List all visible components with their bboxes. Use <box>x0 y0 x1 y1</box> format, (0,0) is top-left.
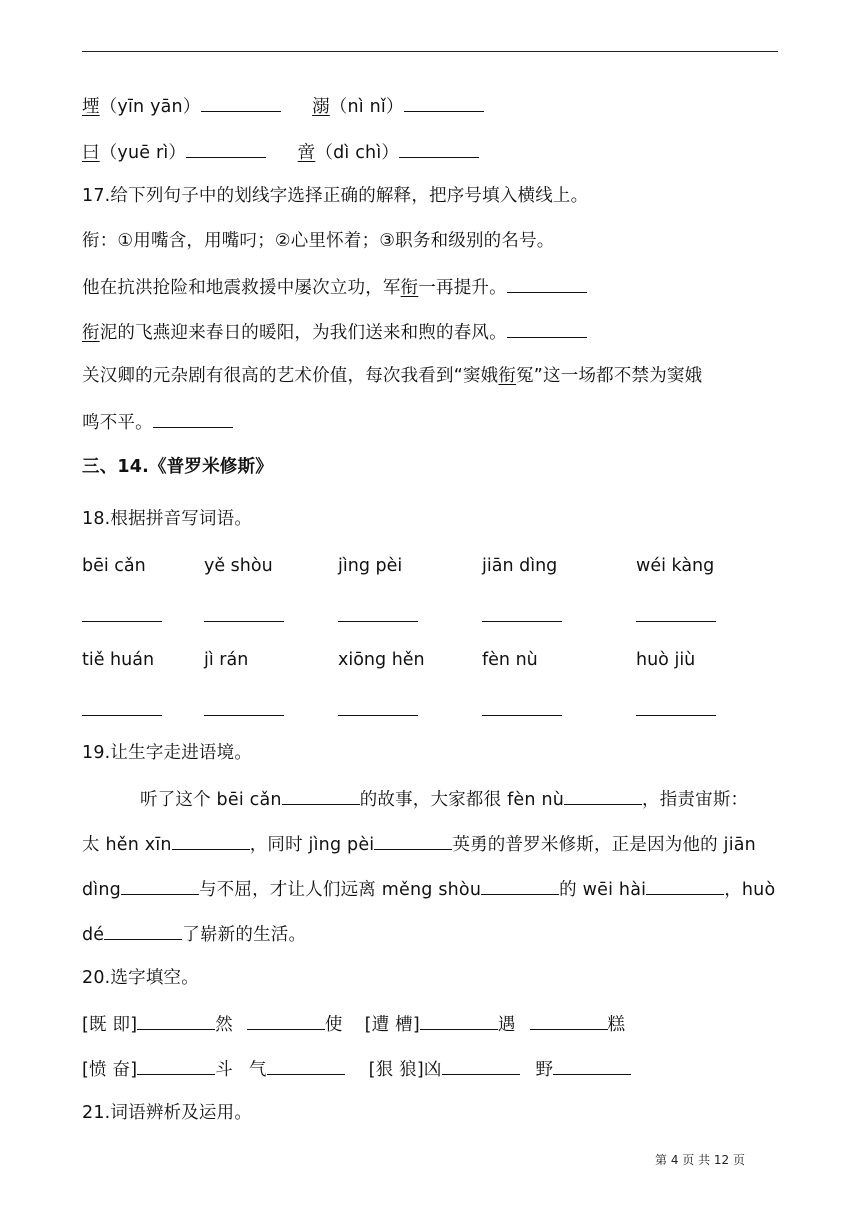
underlined-char: 曰 <box>82 143 100 163</box>
answer-blank[interactable] <box>646 876 724 895</box>
answer-blank[interactable] <box>482 715 562 716</box>
answer-blank[interactable] <box>636 715 716 716</box>
pinyin-item: tiě huán <box>82 650 155 670</box>
answer-blank[interactable] <box>482 621 562 622</box>
answer-blank[interactable] <box>564 786 642 805</box>
q17-sentence-1: 他在抗洪抢险和地震救援中屡次立功，军衔一再提升。 <box>82 274 587 300</box>
answer-blank[interactable] <box>507 274 587 293</box>
pinyin-item: fèn nù <box>482 650 538 670</box>
answer-blank[interactable] <box>137 1056 215 1075</box>
pinyin-item: jiān dìng <box>482 556 558 576</box>
answer-blank[interactable] <box>338 621 418 622</box>
q17-title: 17.给下列句子中的划线字选择正确的解释，把序号填入横线上。 <box>82 186 589 206</box>
q19-line-1: 听了这个 bēi cǎn 的故事，大家都很 fèn nù ，指责宙斯： <box>82 786 748 812</box>
answer-blank[interactable] <box>104 921 182 940</box>
q16-row-1: 堙（yīn yān） 溺（nì nǐ） <box>82 93 484 119</box>
answer-blank[interactable] <box>172 831 250 850</box>
answer-blank[interactable] <box>201 93 281 112</box>
q17-sentence-2: 衔泥的飞燕迎来春日的暖阳，为我们送来和煦的春风。 <box>82 319 587 345</box>
q20-row-1: [既 即] 然 使 [遭 槽] 遇 糕 <box>82 1011 625 1037</box>
answer-blank[interactable] <box>530 1011 608 1030</box>
answer-blank[interactable] <box>82 715 162 716</box>
answer-blank[interactable] <box>404 93 484 112</box>
pinyin-item: wéi kàng <box>636 556 715 576</box>
answer-blank[interactable] <box>420 1011 498 1030</box>
answer-blank[interactable] <box>121 876 199 895</box>
pinyin-item: huò jiù <box>636 650 696 670</box>
q17-sentence-3-cont: 鸣不平。 <box>82 409 233 435</box>
pinyin-item: bēi cǎn <box>82 556 146 576</box>
underlined-char: 溺 <box>312 97 330 117</box>
answer-blank[interactable] <box>282 786 360 805</box>
q19-line-2: 太 hěn xīn ，同时 jìng pèi 英勇的普罗米修斯，正是因为他的 jiān <box>82 831 756 857</box>
answer-blank[interactable] <box>204 621 284 622</box>
page-number: 第 4 页 共 12 页 <box>655 1153 745 1167</box>
answer-blank[interactable] <box>267 1056 345 1075</box>
answer-blank[interactable] <box>636 621 716 622</box>
answer-blank[interactable] <box>137 1011 215 1030</box>
answer-blank[interactable] <box>82 621 162 622</box>
underlined-char: 啻 <box>297 143 316 163</box>
answer-blank[interactable] <box>338 715 418 716</box>
section-title: 三、14.《普罗米修斯》 <box>82 457 273 477</box>
answer-blank[interactable] <box>186 139 266 158</box>
q19-title: 19.让生字走进语境。 <box>82 743 253 763</box>
q19-line-3: dìng 与不屈，才让人们远离 měng shòu 的 wēi hài ，huò <box>82 876 775 902</box>
underlined-char: 堙 <box>82 97 100 117</box>
q19-line-4: dé 了崭新的生活。 <box>82 921 306 947</box>
answer-blank[interactable] <box>247 1011 325 1030</box>
answer-blank[interactable] <box>374 831 452 850</box>
q16-row-2: 曰（yuē rì） 啻（dì chì） <box>82 139 479 165</box>
answer-blank[interactable] <box>442 1056 520 1075</box>
header-rule <box>82 51 778 52</box>
q17-sentence-3: 关汉卿的元杂剧有很高的艺术价值，每次我看到“窦娥衔冤”这一场都不禁为窦娥 <box>82 366 703 386</box>
answer-blank[interactable] <box>481 876 559 895</box>
q17-definitions: 衔：①用嘴含，用嘴叼；②心里怀着；③职务和级别的名号。 <box>82 231 555 251</box>
pinyin-item: jìng pèi <box>338 556 403 576</box>
q20-row-2: [愤 奋] 斗 气 [狠 狼]凶 野 <box>82 1056 631 1082</box>
answer-blank[interactable] <box>507 319 587 338</box>
q20-title: 20.选字填空。 <box>82 968 199 988</box>
pinyin-item: xiōng hěn <box>338 650 425 670</box>
answer-blank[interactable] <box>153 409 233 428</box>
answer-blank[interactable] <box>553 1056 631 1075</box>
answer-blank[interactable] <box>399 139 479 158</box>
pinyin-item: jì rán <box>204 650 249 670</box>
q18-title: 18.根据拼音写词语。 <box>82 509 253 529</box>
q21-title: 21.词语辨析及运用。 <box>82 1103 253 1123</box>
pinyin-item: yě shòu <box>204 556 273 576</box>
answer-blank[interactable] <box>204 715 284 716</box>
